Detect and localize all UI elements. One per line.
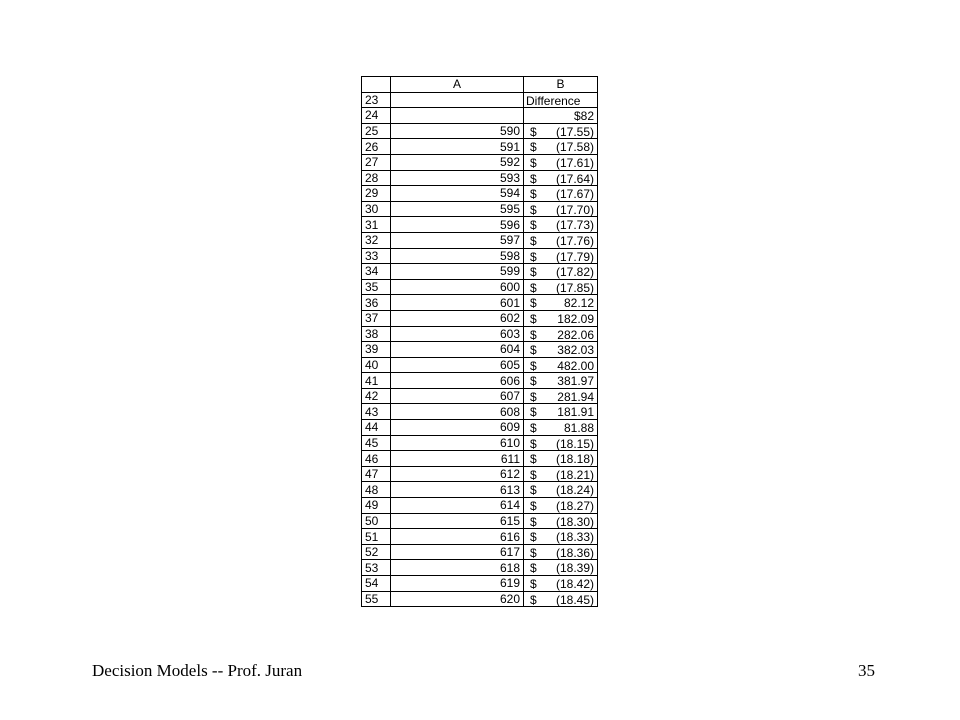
difference-amount: 181.91: [557, 405, 594, 420]
table-row: [362, 326, 598, 342]
row-header[interactable]: 28: [362, 170, 391, 186]
difference-amount: (18.15): [555, 436, 594, 451]
cell-b[interactable]: [524, 295, 598, 311]
corner-cell[interactable]: [362, 77, 391, 93]
difference-amount: (18.18): [555, 452, 594, 467]
cell-b[interactable]: [524, 357, 598, 373]
table-row: [362, 279, 598, 295]
table-row: [362, 154, 598, 170]
currency-symbol: $: [530, 577, 537, 591]
table-row: [362, 217, 598, 233]
cell-a[interactable]: 601: [391, 295, 524, 311]
currency-symbol: $: [530, 545, 537, 560]
difference-amount: 381.97: [557, 374, 594, 389]
cell-b[interactable]: [524, 404, 598, 420]
cell-b[interactable]: [524, 373, 598, 389]
table-row: [362, 108, 598, 124]
currency-symbol: $: [530, 187, 537, 202]
spreadsheet-table: [361, 76, 598, 607]
cell-a[interactable]: 617: [391, 544, 524, 560]
table-row: [362, 482, 598, 498]
currency-symbol: $: [530, 514, 537, 529]
column-header-row: [362, 77, 598, 93]
difference-amount: (17.82): [555, 265, 594, 280]
cell-b[interactable]: [524, 310, 598, 326]
currency-symbol: $: [530, 421, 537, 436]
row-header[interactable]: 46: [362, 451, 391, 467]
cell-b[interactable]: [524, 217, 598, 233]
total-value: $82: [573, 109, 594, 124]
difference-amount: (17.64): [555, 171, 594, 186]
difference-amount: (17.55): [555, 124, 594, 139]
cell-b[interactable]: [524, 466, 598, 482]
table-row: [362, 591, 598, 607]
cell-a[interactable]: 611: [391, 451, 524, 467]
table-row: [362, 451, 598, 467]
table-row: [362, 186, 598, 202]
row-header[interactable]: 48: [362, 482, 391, 498]
cell-b[interactable]: [524, 108, 598, 124]
cell-a[interactable]: 609: [391, 420, 524, 436]
cell-b[interactable]: [524, 232, 598, 248]
cell-b[interactable]: [524, 154, 598, 170]
table-row: [362, 123, 598, 139]
row-header[interactable]: 35: [362, 279, 391, 295]
cell-b[interactable]: [524, 201, 598, 217]
cell-a[interactable]: 605: [391, 357, 524, 373]
row-header[interactable]: 27: [362, 154, 391, 170]
cell-a[interactable]: 593: [391, 170, 524, 186]
cell-a[interactable]: 600: [391, 279, 524, 295]
difference-amount: (18.39): [555, 561, 594, 576]
cell-a[interactable]: 608: [391, 404, 524, 420]
row-header[interactable]: 37: [362, 310, 391, 326]
row-header[interactable]: 34: [362, 264, 391, 280]
row-header[interactable]: 31: [362, 217, 391, 233]
difference-amount: 82.12: [563, 296, 594, 311]
difference-amount: (18.24): [555, 483, 594, 498]
difference-label: Difference: [526, 93, 581, 108]
cell-b[interactable]: [524, 576, 598, 592]
difference-amount: (17.61): [555, 155, 594, 170]
table-row: [362, 232, 598, 248]
table-row: [362, 576, 598, 592]
row-header[interactable]: 29: [362, 186, 391, 202]
cell-b[interactable]: [524, 529, 598, 545]
row-header[interactable]: 50: [362, 513, 391, 529]
table-row: [362, 310, 598, 326]
row-header[interactable]: 47: [362, 466, 391, 482]
difference-amount: 281.94: [557, 389, 594, 404]
table-row: [362, 560, 598, 576]
currency-symbol: $: [530, 124, 537, 139]
footer-page-number: 35: [858, 661, 875, 680]
row-header[interactable]: 51: [362, 529, 391, 545]
cell-a[interactable]: 610: [391, 435, 524, 451]
row-header[interactable]: 32: [362, 232, 391, 248]
difference-amount: 182.09: [557, 311, 594, 326]
cell-b[interactable]: [524, 482, 598, 498]
currency-symbol: $: [530, 202, 537, 217]
cell-b[interactable]: [524, 248, 598, 264]
cell-b[interactable]: [524, 92, 598, 108]
difference-amount: (18.21): [555, 467, 594, 482]
column-header-a[interactable]: A: [391, 77, 524, 93]
cell-a[interactable]: 614: [391, 498, 524, 514]
cell-b[interactable]: [524, 544, 598, 560]
difference-amount: (17.70): [555, 202, 594, 217]
table-row: [362, 373, 598, 389]
currency-symbol: $: [530, 280, 537, 295]
cell-a[interactable]: [391, 108, 524, 124]
table-row: [362, 139, 598, 155]
currency-symbol: $: [530, 140, 537, 155]
cell-b[interactable]: [524, 591, 598, 607]
currency-symbol: $: [530, 592, 537, 607]
difference-amount: (17.58): [555, 140, 594, 155]
currency-symbol: $: [530, 389, 537, 404]
difference-amount: (18.45): [555, 592, 594, 607]
difference-amount: (17.85): [555, 280, 594, 295]
currency-symbol: $: [530, 405, 537, 420]
cell-a[interactable]: 604: [391, 342, 524, 358]
currency-symbol: $: [530, 499, 537, 514]
cell-b[interactable]: [524, 123, 598, 139]
row-header[interactable]: 30: [362, 201, 391, 217]
table-row: [362, 295, 598, 311]
currency-symbol: $: [530, 233, 537, 248]
table-row: [362, 357, 598, 373]
difference-amount: (18.42): [555, 577, 594, 591]
column-header-b[interactable]: B: [524, 77, 598, 93]
cell-b[interactable]: [524, 139, 598, 155]
cell-b[interactable]: [524, 560, 598, 576]
footer-course-title: Decision Models -- Prof. Juran: [92, 661, 303, 680]
cell-a[interactable]: 596: [391, 217, 524, 233]
cell-a[interactable]: 595: [391, 201, 524, 217]
cell-a[interactable]: 597: [391, 232, 524, 248]
cell-a[interactable]: 615: [391, 513, 524, 529]
table-row: [362, 170, 598, 186]
cell-b[interactable]: [524, 279, 598, 295]
row-header[interactable]: 23: [362, 92, 391, 108]
cell-a[interactable]: 598: [391, 248, 524, 264]
currency-symbol: $: [530, 561, 537, 576]
cell-a[interactable]: 612: [391, 466, 524, 482]
row-header[interactable]: 52: [362, 544, 391, 560]
cell-a[interactable]: 594: [391, 186, 524, 202]
difference-amount: 382.03: [557, 343, 594, 358]
table-row: [362, 342, 598, 358]
cell-b[interactable]: [524, 513, 598, 529]
currency-symbol: $: [530, 155, 537, 170]
row-header[interactable]: 40: [362, 357, 391, 373]
row-header[interactable]: 24: [362, 108, 391, 124]
cell-a[interactable]: 613: [391, 482, 524, 498]
currency-symbol: $: [530, 452, 537, 467]
cell-b[interactable]: [524, 388, 598, 404]
row-header[interactable]: 44: [362, 420, 391, 436]
cell-a[interactable]: 607: [391, 388, 524, 404]
table-row: [362, 544, 598, 560]
currency-symbol: $: [530, 265, 537, 280]
difference-amount: (17.76): [555, 233, 594, 248]
table-row: [362, 264, 598, 280]
difference-amount: (18.30): [555, 514, 594, 529]
currency-symbol: $: [530, 467, 537, 482]
row-header[interactable]: 26: [362, 139, 391, 155]
row-header[interactable]: 43: [362, 404, 391, 420]
currency-symbol: $: [530, 218, 537, 233]
cell-b[interactable]: [524, 342, 598, 358]
table-row: [362, 404, 598, 420]
row-header[interactable]: 25: [362, 123, 391, 139]
difference-amount: (18.33): [555, 530, 594, 545]
cell-a[interactable]: 599: [391, 264, 524, 280]
cell-b[interactable]: [524, 435, 598, 451]
currency-symbol: $: [530, 483, 537, 498]
difference-amount: (17.79): [555, 249, 594, 264]
cell-b[interactable]: [524, 326, 598, 342]
currency-symbol: $: [530, 358, 537, 373]
table-row: [362, 420, 598, 436]
cell-b[interactable]: [524, 186, 598, 202]
difference-amount: (18.27): [555, 499, 594, 514]
difference-amount: 282.06: [557, 327, 594, 342]
currency-symbol: $: [530, 171, 537, 186]
cell-a[interactable]: 591: [391, 139, 524, 155]
cell-a[interactable]: [391, 92, 524, 108]
cell-b[interactable]: [524, 451, 598, 467]
cell-a[interactable]: 620: [391, 591, 524, 607]
currency-symbol: $: [530, 249, 537, 264]
row-header[interactable]: 42: [362, 388, 391, 404]
cell-a[interactable]: 592: [391, 154, 524, 170]
row-header[interactable]: 36: [362, 295, 391, 311]
currency-symbol: $: [530, 296, 537, 311]
row-header[interactable]: 55: [362, 591, 391, 607]
currency-symbol: $: [530, 374, 537, 389]
currency-symbol: $: [530, 327, 537, 342]
row-header[interactable]: 54: [362, 576, 391, 592]
difference-amount: 482.00: [557, 358, 594, 373]
row-header[interactable]: 38: [362, 326, 391, 342]
table-row: [362, 201, 598, 217]
table-row: [362, 513, 598, 529]
table-row: [362, 92, 598, 108]
difference-amount: 81.88: [563, 421, 594, 436]
currency-symbol: $: [530, 530, 537, 545]
cell-a[interactable]: 603: [391, 326, 524, 342]
row-header[interactable]: 33: [362, 248, 391, 264]
cell-a[interactable]: 606: [391, 373, 524, 389]
currency-symbol: $: [530, 436, 537, 451]
cell-a[interactable]: 616: [391, 529, 524, 545]
cell-b[interactable]: [524, 420, 598, 436]
row-header[interactable]: 41: [362, 373, 391, 389]
difference-amount: (17.67): [555, 187, 594, 202]
cell-a[interactable]: 590: [391, 123, 524, 139]
difference-amount: (18.36): [555, 545, 594, 560]
cell-b[interactable]: [524, 498, 598, 514]
table-row: [362, 388, 598, 404]
row-header[interactable]: 45: [362, 435, 391, 451]
table-row: [362, 498, 598, 514]
row-header[interactable]: 39: [362, 342, 391, 358]
cell-a[interactable]: 602: [391, 310, 524, 326]
cell-b[interactable]: [524, 170, 598, 186]
table-row: [362, 529, 598, 545]
table-row: [362, 248, 598, 264]
cell-a[interactable]: 619: [391, 576, 524, 592]
row-header[interactable]: 53: [362, 560, 391, 576]
difference-amount: (17.73): [555, 218, 594, 233]
row-header[interactable]: 49: [362, 498, 391, 514]
currency-symbol: $: [530, 311, 537, 326]
currency-symbol: $: [530, 343, 537, 358]
cell-b[interactable]: [524, 264, 598, 280]
cell-a[interactable]: 618: [391, 560, 524, 576]
table-row: [362, 466, 598, 482]
table-row: [362, 435, 598, 451]
